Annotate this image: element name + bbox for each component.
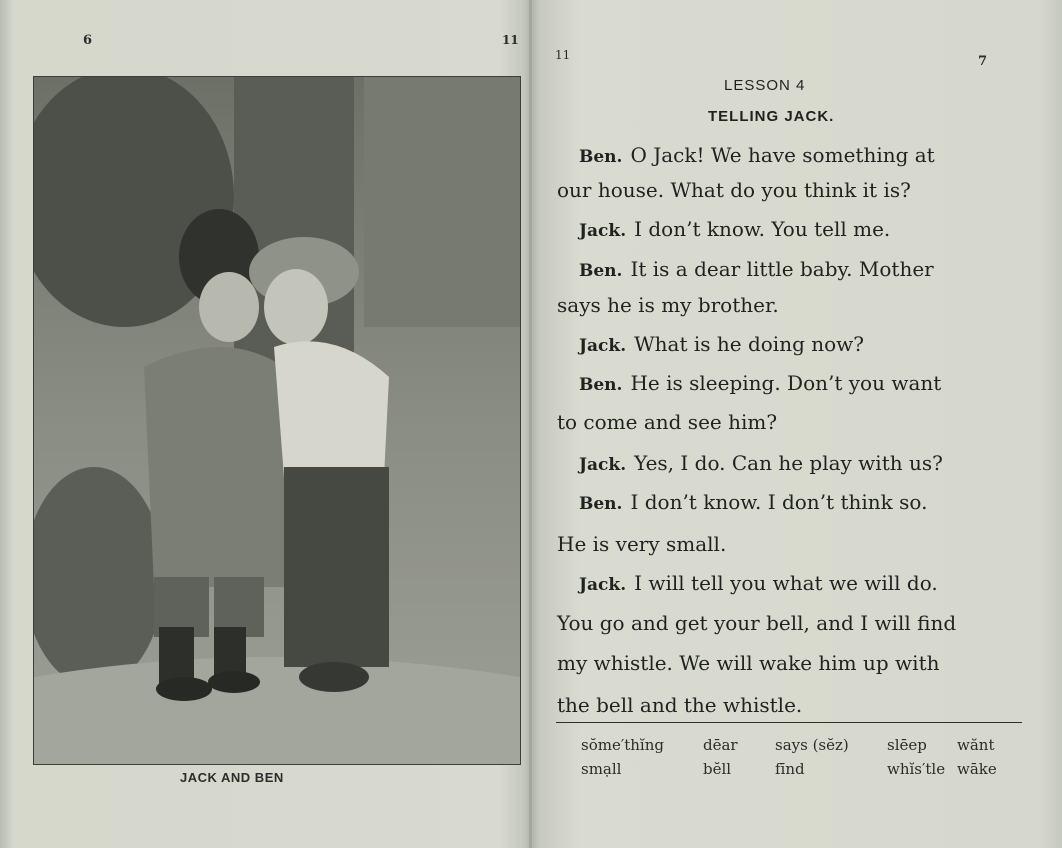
dialogue-line <box>557 532 1017 556</box>
phonetic-word: slēep <box>887 736 927 754</box>
phonetic-word: wănt <box>957 736 995 754</box>
dialogue-line <box>579 490 1039 514</box>
speaker-label: Ben. <box>579 375 623 395</box>
dialogue-line <box>579 451 1039 475</box>
phonetic-word: bĕll <box>703 760 732 778</box>
dialogue-line <box>557 693 1017 717</box>
left-page-number: 6 <box>83 33 93 48</box>
dialogue-line <box>579 143 1039 167</box>
illustration-art <box>34 77 520 764</box>
illustration-caption: JACK AND BEN <box>180 770 284 785</box>
line-text: the bell and the whistle. <box>557 693 803 717</box>
speaker-label: Ben. <box>579 494 623 514</box>
line-text: You go and get your bell, and I will find <box>557 611 957 635</box>
dialogue-line <box>557 611 1017 635</box>
line-text: He is very small. <box>557 532 727 556</box>
line-text: He is sleeping. Don’t you want <box>630 371 942 395</box>
dialogue-line <box>557 651 1017 675</box>
book-spine <box>529 0 532 848</box>
dialogue-line <box>579 571 1039 595</box>
phonetic-word: fīnd <box>775 760 805 778</box>
divider-rule <box>556 722 1022 723</box>
speaker-label: Jack. <box>579 221 627 241</box>
phonetic-word: dēar <box>703 736 738 754</box>
line-text: Yes, I do. Can he play with us? <box>634 451 943 475</box>
dialogue-line <box>579 332 1039 356</box>
phonetic-word: says (sĕz) <box>775 736 849 754</box>
phonetic-word: sŏme′thĭng <box>581 736 664 754</box>
dialogue-line <box>579 257 1039 281</box>
line-text: It is a dear little baby. Mother <box>630 257 934 281</box>
phonetic-word: whĭs′tle <box>887 760 946 778</box>
lesson-number: LESSON 4 <box>724 77 806 94</box>
phonetic-word: smạll <box>581 760 622 778</box>
phonetic-word: wāke <box>957 760 997 778</box>
line-text: I will tell you what we will do. <box>634 571 938 595</box>
dialogue-line <box>557 178 1017 202</box>
line-text: to come and see him? <box>557 410 778 434</box>
line-text: What is he doing now? <box>634 332 865 356</box>
right-page-number: 7 <box>978 54 988 69</box>
line-text: I don’t know. I don’t think so. <box>630 490 928 514</box>
line-text: says he is my brother. <box>557 293 779 317</box>
line-text: our house. What do you think it is? <box>557 178 911 202</box>
speaker-label: Jack. <box>579 455 627 475</box>
speaker-label: Jack. <box>579 336 627 356</box>
dialogue-line <box>557 410 1017 434</box>
line-text: I don’t know. You tell me. <box>634 217 891 241</box>
left-corner-mark: 11 <box>502 33 519 47</box>
right-corner-mark: 11 <box>555 48 571 62</box>
line-text: my whistle. We will wake him up with <box>557 651 940 675</box>
dialogue-line <box>579 217 1039 241</box>
speaker-label: Jack. <box>579 575 627 595</box>
speaker-label: Ben. <box>579 147 623 167</box>
illustration-jack-and-ben <box>33 76 521 765</box>
dialogue-line <box>557 293 1017 317</box>
lesson-title: TELLING JACK. <box>708 108 835 125</box>
dialogue-line <box>579 371 1039 395</box>
line-text: O Jack! We have something at <box>630 143 935 167</box>
speaker-label: Ben. <box>579 261 623 281</box>
